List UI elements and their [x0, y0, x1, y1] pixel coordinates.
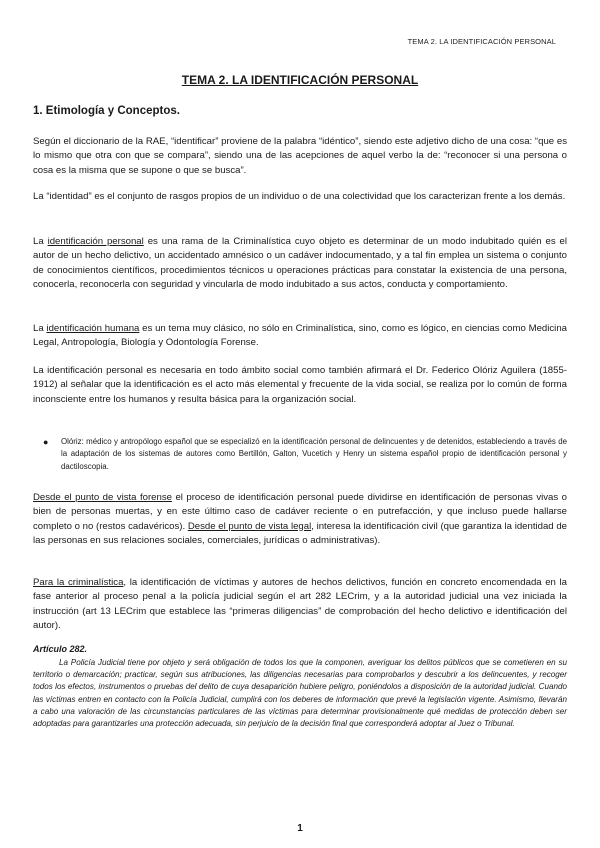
text-run: , la identificación de víctimas y autores de hechos delictivos, función en concreto encomendada en la fase anterior al proceso penal a la policía judicial según el art 282 LECrim, y a la autoridad judicial una vez iniciada la instrucción (art 13 LECrim que establece las “primeras diligencias” de comprobación del hecho delictivo e identificación del autor). [33, 577, 567, 631]
page-title: TEMA 2. LA IDENTIFICACIÓN PERSONAL [181, 73, 419, 87]
article-body: La Policía Judicial tiene por objeto y será obligación de todos los que la componen, averiguar los delitos públicos que se cometieren en su territorio o demarcación; practicar, según sus atribuciones, las diligencias necesarias para comprobarlos y descubrir a los delincuentes, y recoger todos los efectos, instrumentos o pruebas del delito de cuya desaparición hubiere peligro, poniéndolos a disposición de la autoridad judicial. Cuando las víctimas entren en contacto con la Policía Judicial, cumplirá con los deberes de información que prevé la legislación vigente. Asimismo, llevarán a cabo una valoración de las circunstancias particulares de las víctimas para determinar provisionalmente qué medidas de protección deben ser adoptadas para garantizarles una protección adecuada, sin perjuicio de la decisión final que corresponderá adoptar al Juez o Tribunal. [33, 658, 567, 729]
page-number: 1 [297, 823, 303, 834]
text-run: el proceso de identificación personal puede dividirse en identificación de personas vivas o bien de personas muertas, y en este último caso de cadáver reciente o en putrefacción, y que incluso puede hallarse completo o no (restos cadavéricos). [33, 492, 567, 532]
text-run: La [33, 236, 48, 247]
running-header: TEMA 2. LA IDENTIFICACIÓN PERSONAL [407, 37, 556, 46]
underlined-term: identificación personal [47, 236, 144, 247]
paragraph-identity: La “identidad” es el conjunto de rasgos propios de un individuo o de una colectividad que los caracterizan frente a los demás. [33, 191, 566, 202]
underlined-term: Desde el punto de vista legal [187, 520, 312, 532]
paragraph-oloriz: La identificación personal es necesaria en todo ámbito social como también afirmará el Dr. Federico Olóriz Aguilera (1855-1912) al señalar que la identificación es el acto más elemental y frecuente de la vida social, se realiza por lo común de forma inconsciente entre los humanos y resulta básica para la organización social. [33, 365, 567, 405]
bullet-oloriz [43, 436, 567, 473]
underlined-term: identificación humana [46, 323, 140, 334]
paragraph-human-identification [33, 322, 567, 351]
bullet-dot-icon: ● [43, 437, 49, 447]
paragraph-forensic-legal [33, 491, 567, 548]
underlined-term: Para la criminalística [33, 577, 124, 588]
paragraph-criminalistics [33, 576, 567, 633]
text-run: La [33, 323, 47, 334]
underlined-term: Desde el punto de vista forense [33, 492, 172, 503]
article-heading: Artículo 282. [33, 644, 88, 654]
section-heading: 1. Etimología y Conceptos. [33, 105, 180, 117]
paragraph-etymology: Según el diccionario de la RAE, “identificar” proviene de la palabra “idéntico”, siendo este adjetivo dicho de una cosa: “que es lo mismo que otra con que se compara”, siendo una de las acepciones de aquel verbo la de: “reconocer si una persona o cosa es la misma que se supone o que se busca”. [33, 136, 567, 176]
text-run: es un tema muy clásico, no sólo en Criminalística, sino, como es lógico, en ciencias como Medicina Legal, Antropología, Biología y Odontología Forense. [33, 323, 567, 349]
bullet-text: Olóriz: médico y antropólogo español que se especializó en la identificación personal de delincuentes y de detenidos, estableciendo a través de la adaptación de los sistemas de autores como Bertillón, Galton, Vucetich y Henry un sistema español propio de identificación personal y dactiloscopia. [61, 437, 567, 471]
text-run: es una rama de la Criminalística cuyo objeto es determinar de un modo indubitado quién es el autor de un hecho delictivo, un accidentado amnésico o un cadáver indocumentado, y a tal fin emplea un sistema o conjunto de conocimientos científicos, procedimientos técnicos u operaciones prácticas para constatar la existencia de una persona, conocerla, reconocerla con seguridad y vincularla de modo indubitado a sus actos, conducta y comportamiento. [33, 236, 568, 290]
text-run: , interesa la identificación civil (que garantiza la identidad de las personas en sus relaciones sociales, comerciales, jurídicas o administrativas). [33, 520, 568, 546]
paragraph-personal-identification [33, 235, 567, 292]
